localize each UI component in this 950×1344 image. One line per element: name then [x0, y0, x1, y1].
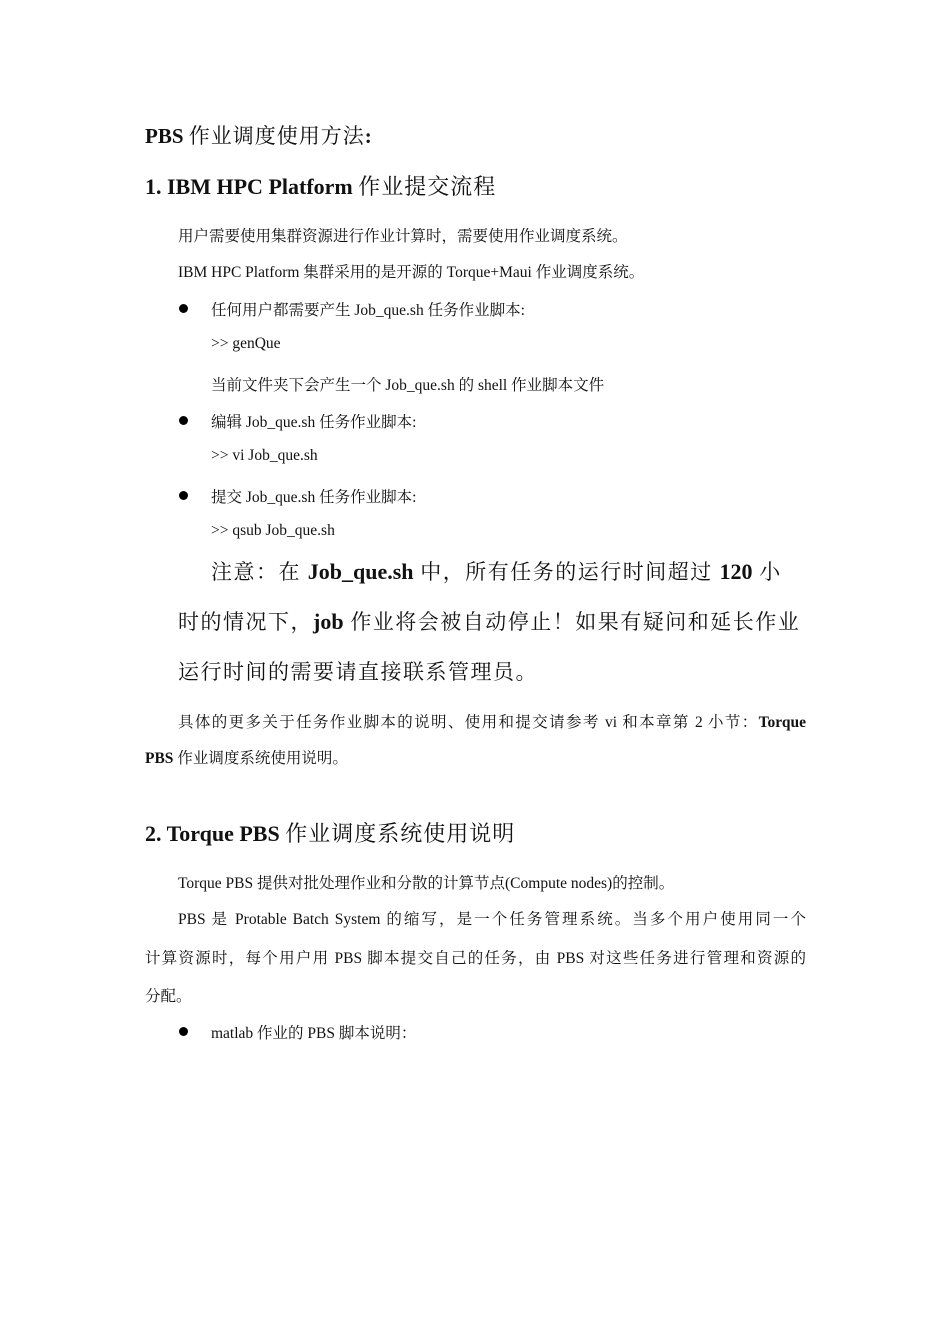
- reference-line-1: [178, 710, 806, 732]
- bullet-dot-icon: [179, 416, 188, 425]
- para-line: 计算资源时，每个用户用 PBS 脚本提交自己的任务，由 PBS 对这些任务进行管理和资源的: [145, 950, 806, 967]
- warning-bold-job: job: [313, 609, 344, 634]
- section-2-para-2-line-3: 分配。: [145, 988, 192, 1005]
- title-colon: :: [364, 124, 372, 148]
- section-2-para-2-line-2: [145, 946, 806, 968]
- warning-text: 作业将会被自动停止！如果有疑问和延长作业: [343, 610, 801, 634]
- bullet-3-text: 提交 Job_que.sh 任务作业脚本:: [211, 489, 417, 506]
- bullet-1-command: >> genQue: [211, 335, 281, 352]
- section-2-bullet: matlab 作业的 PBS 脚本说明：: [211, 1025, 417, 1042]
- warning-text: 中，所有任务的运行时间超过: [413, 560, 720, 584]
- section-2-heading-cn: 作业调度系统使用说明: [285, 821, 516, 846]
- reference-text: 作业调度系统使用说明。: [173, 750, 348, 767]
- bullet-dot-icon: [179, 304, 188, 313]
- section-1-heading-bold: 1. IBM HPC Platform: [145, 174, 353, 199]
- bullet-dot-icon: [179, 1027, 188, 1036]
- section-1-heading: [145, 170, 496, 201]
- section-2-para-2-line-1: [178, 907, 806, 929]
- bullet-dot-icon: [179, 491, 188, 500]
- bullet-2-text: 编辑 Job_que.sh 任务作业脚本:: [211, 414, 417, 431]
- document-title: [145, 120, 372, 150]
- warning-line-1: [211, 556, 782, 586]
- section-2-para-1: Torque PBS 提供对批处理作业和分散的计算节点(Compute nodes)的控制。: [178, 875, 675, 892]
- para-line: PBS 是 Protable Batch System 的缩写，是一个任务管理系统。当多个用户使用同一个: [178, 911, 806, 928]
- warning-line-2: [178, 606, 800, 636]
- bullet-1-note: 当前文件夹下会产生一个 Job_que.sh 的 shell 作业脚本文件: [211, 377, 605, 394]
- warning-text: 小: [752, 560, 782, 584]
- reference-link-bold: Torque: [758, 714, 806, 731]
- warning-bold-hours: 120: [719, 559, 753, 584]
- bullet-2-command: >> vi Job_que.sh: [211, 447, 318, 464]
- section-1-intro-1: 用户需要使用集群资源进行作业计算时，需要使用作业调度系统。: [178, 228, 628, 245]
- title-bold: PBS: [145, 124, 184, 148]
- warning-bold-script: Job_que.sh: [307, 559, 414, 584]
- reference-text: 具体的更多关于任务作业脚本的说明、使用和提交请参考 vi 和本章第 2 小节：: [178, 714, 759, 731]
- reference-line-2: [145, 746, 348, 768]
- reference-bold-pbs: PBS: [145, 750, 174, 767]
- bullet-1-text: 任何用户都需要产生 Job_que.sh 任务作业脚本:: [211, 302, 525, 319]
- section-1-heading-cn: 作业提交流程: [358, 174, 497, 199]
- section-2-heading-bold: 2. Torque PBS: [145, 821, 280, 846]
- section-1-intro-2: IBM HPC Platform 集群采用的是开源的 Torque+Maui 作业调度系统。: [178, 264, 645, 281]
- title-text: 作业调度使用方法: [188, 124, 365, 148]
- warning-text: 注意：在: [211, 560, 308, 584]
- warning-line-3: 运行时间的需要请直接联系管理员。: [178, 660, 538, 684]
- bullet-3-command: >> qsub Job_que.sh: [211, 522, 335, 539]
- warning-text: 时的情况下，: [178, 610, 313, 634]
- section-2-heading: [145, 817, 515, 848]
